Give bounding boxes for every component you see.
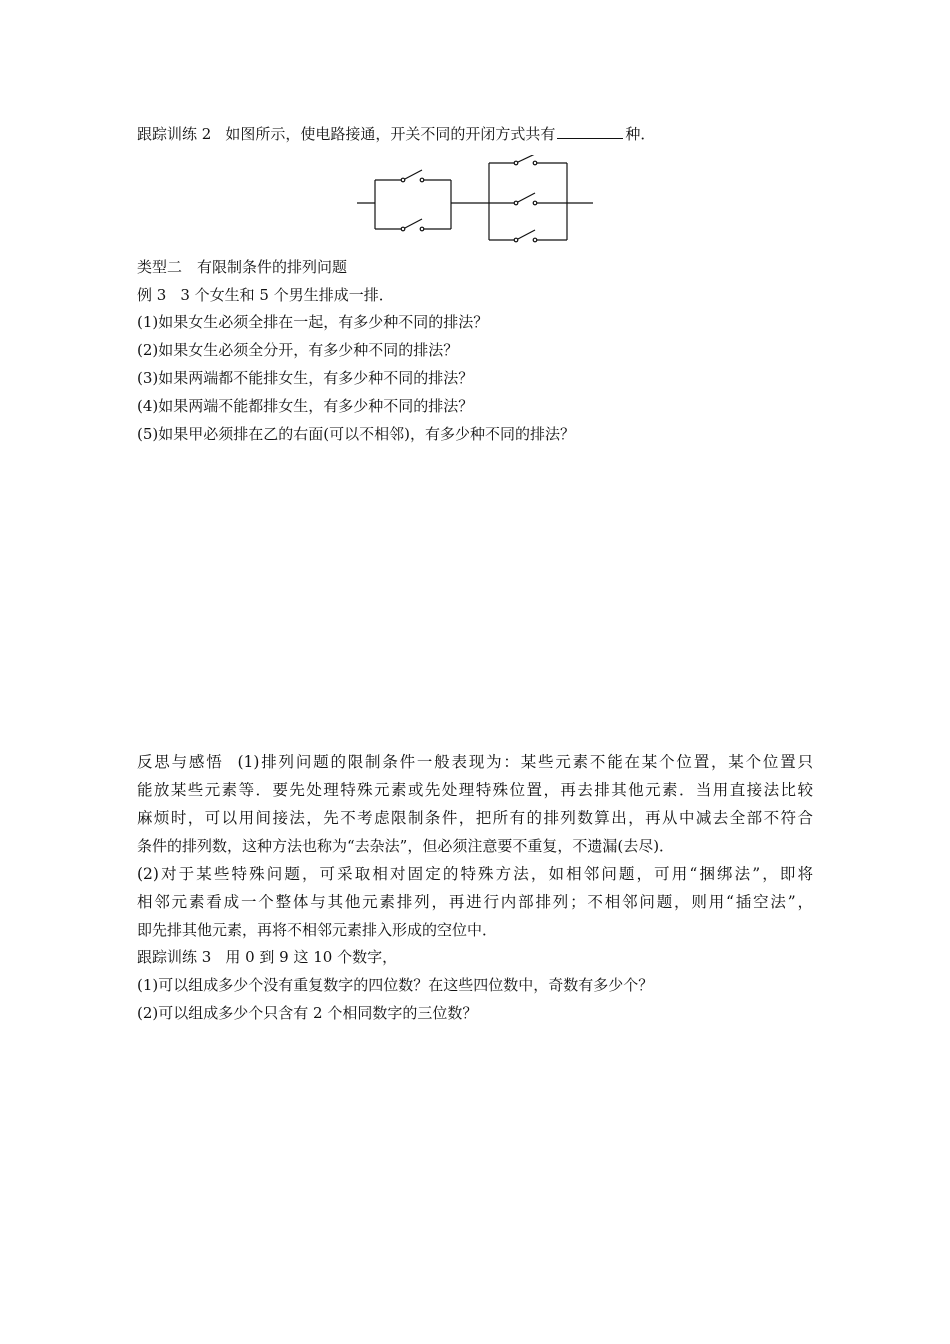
example3-question: (5)如果甲必须排在乙的右面(可以不相邻)，有多少种不同的排法？ (137, 425, 575, 443)
reflection-line: (2)对于某些特殊问题，可采取相对固定的特殊方法，如相邻问题，可用“捆绑法”，即将 (137, 865, 813, 883)
example3-label: 例 3 (137, 286, 167, 304)
switch-blade (403, 170, 422, 180)
answer-blank (557, 124, 623, 139)
practice2-line (137, 124, 655, 144)
reflection-line: 麻烦时，可以用间接法，先不考虑限制条件，把所有的排列数算出，再从中减去全部不符合 (137, 809, 813, 827)
practice2-unit: 种． (625, 125, 656, 143)
example3-question: (1)如果女生必须全排在一起，有多少种不同的排法？ (137, 313, 489, 331)
example3-question: (2)如果女生必须全分开，有多少种不同的排法？ (137, 341, 459, 359)
practice3-question: (1)可以组成多少个没有重复数字的四位数？在这些四位数中，奇数有多少个？ (137, 976, 654, 994)
reflection-text: (1)排列问题的限制条件一般表现为：某些元素不能在某个位置，某个位置只 (237, 753, 813, 771)
reflection-line: 能放某些元素等．要先处理特殊元素或先处理特殊位置，再去排其他元素．当用直接法比较 (137, 781, 813, 799)
reflection-line: 条件的排列数，这种方法也称为“去杂法”，但必须注意要不重复，不遗漏(去尽)． (137, 837, 675, 855)
example3-intro: 3 个女生和 5 个男生排成一排． (180, 286, 394, 304)
practice3-label: 跟踪训练 3 (137, 948, 212, 966)
reflection-line: 相邻元素看成一个整体与其他元素排列，再进行内部排列；不相邻问题，则用“插空法”， (137, 893, 813, 911)
practice2-label: 跟踪训练 2 (137, 125, 212, 143)
example3-question: (4)如果两端不能都排女生，有多少种不同的排法？ (137, 397, 474, 415)
reflection-line (137, 752, 813, 772)
reflection-label: 反思与感悟 (137, 753, 224, 771)
example3-line (137, 285, 394, 305)
practice2-text: 如图所示，使电路接通，开关不同的开闭方式共有 (225, 125, 556, 143)
practice3-line (137, 947, 397, 967)
practice3-question: (2)可以组成多少个只含有 2 个相同数字的三位数？ (137, 1004, 478, 1022)
example3-question: (3)如果两端都不能排女生，有多少种不同的排法？ (137, 369, 474, 387)
practice3-intro: 用 0 到 9 这 10 个数字， (225, 948, 398, 966)
section-title: 类型二 有限制条件的排列问题 (137, 258, 348, 276)
reflection-line: 即先排其他元素，再将不相邻元素排入形成的空位中． (137, 921, 498, 939)
circuit-diagram (355, 155, 595, 245)
